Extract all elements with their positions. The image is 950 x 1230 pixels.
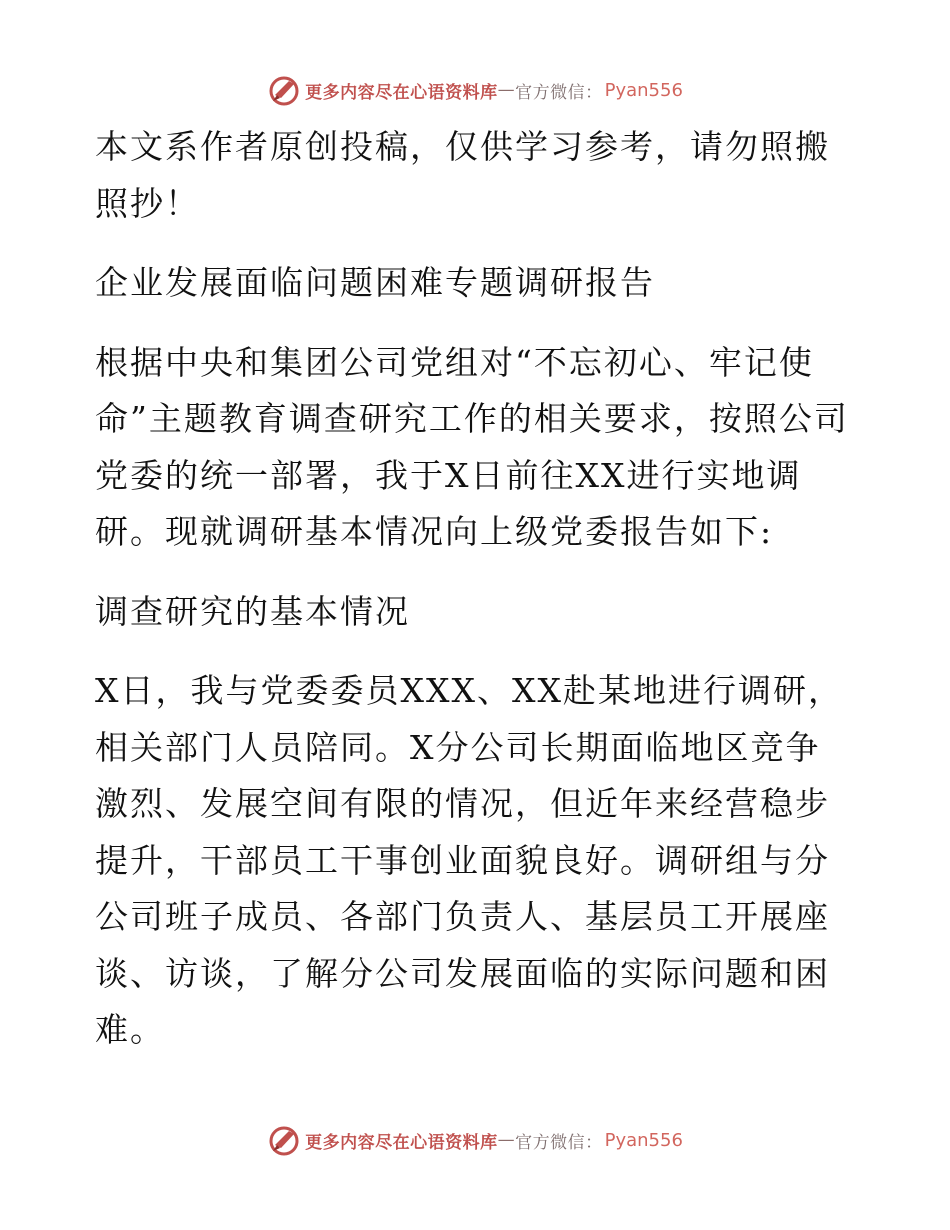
report-title: 企业发展面临问题困难专题调研报告 [95,263,655,302]
watermark-brand-text: 更多内容尽在心语资料库 [305,1132,498,1153]
pen-nib-logo-icon [267,1123,301,1157]
pen-nib-logo-icon [267,73,301,107]
watermark-dash: — [497,1130,516,1150]
document-body [95,119,855,1059]
header-watermark [0,72,950,108]
footer-watermark [0,1122,950,1158]
watermark-wechat-id: Pyan556 [604,79,683,101]
notice-paragraph: 本文系作者原创投稿，仅供学习参考，请勿照搬照抄！ [95,127,830,223]
watermark-suffix: 官方微信： [515,82,603,103]
intro-paragraph: 根据中央和集团公司党组对“不忘初心、牢记使命”主题教育调查研究工作的相关要求，按照公司党委的统一部署，我于X日前往XX进行实地调研。现就调研基本情况向上级党委报告如下: [95,342,849,551]
section-heading: 调查研究的基本情况 [95,591,410,631]
watermark-suffix: 官方微信： [515,1132,603,1153]
section-body-paragraph: X日，我与党委委员XXX、XX赴某地进行调研，相关部门人员陪同。X分公司长期面临地区竞争激烈、发展空间有限的情况，但近年来经营稳步提升，干部员工干事创业面貌良好。调研组与分公司班子成员、各部门负责人、基层员工开展座谈、访谈，了解分公司发展面临的实际问题和困难。 [95,671,843,1049]
watermark-wechat-id: Pyan556 [604,1129,683,1151]
watermark-dash: — [497,80,516,100]
watermark-brand-text: 更多内容尽在心语资料库 [305,82,498,103]
